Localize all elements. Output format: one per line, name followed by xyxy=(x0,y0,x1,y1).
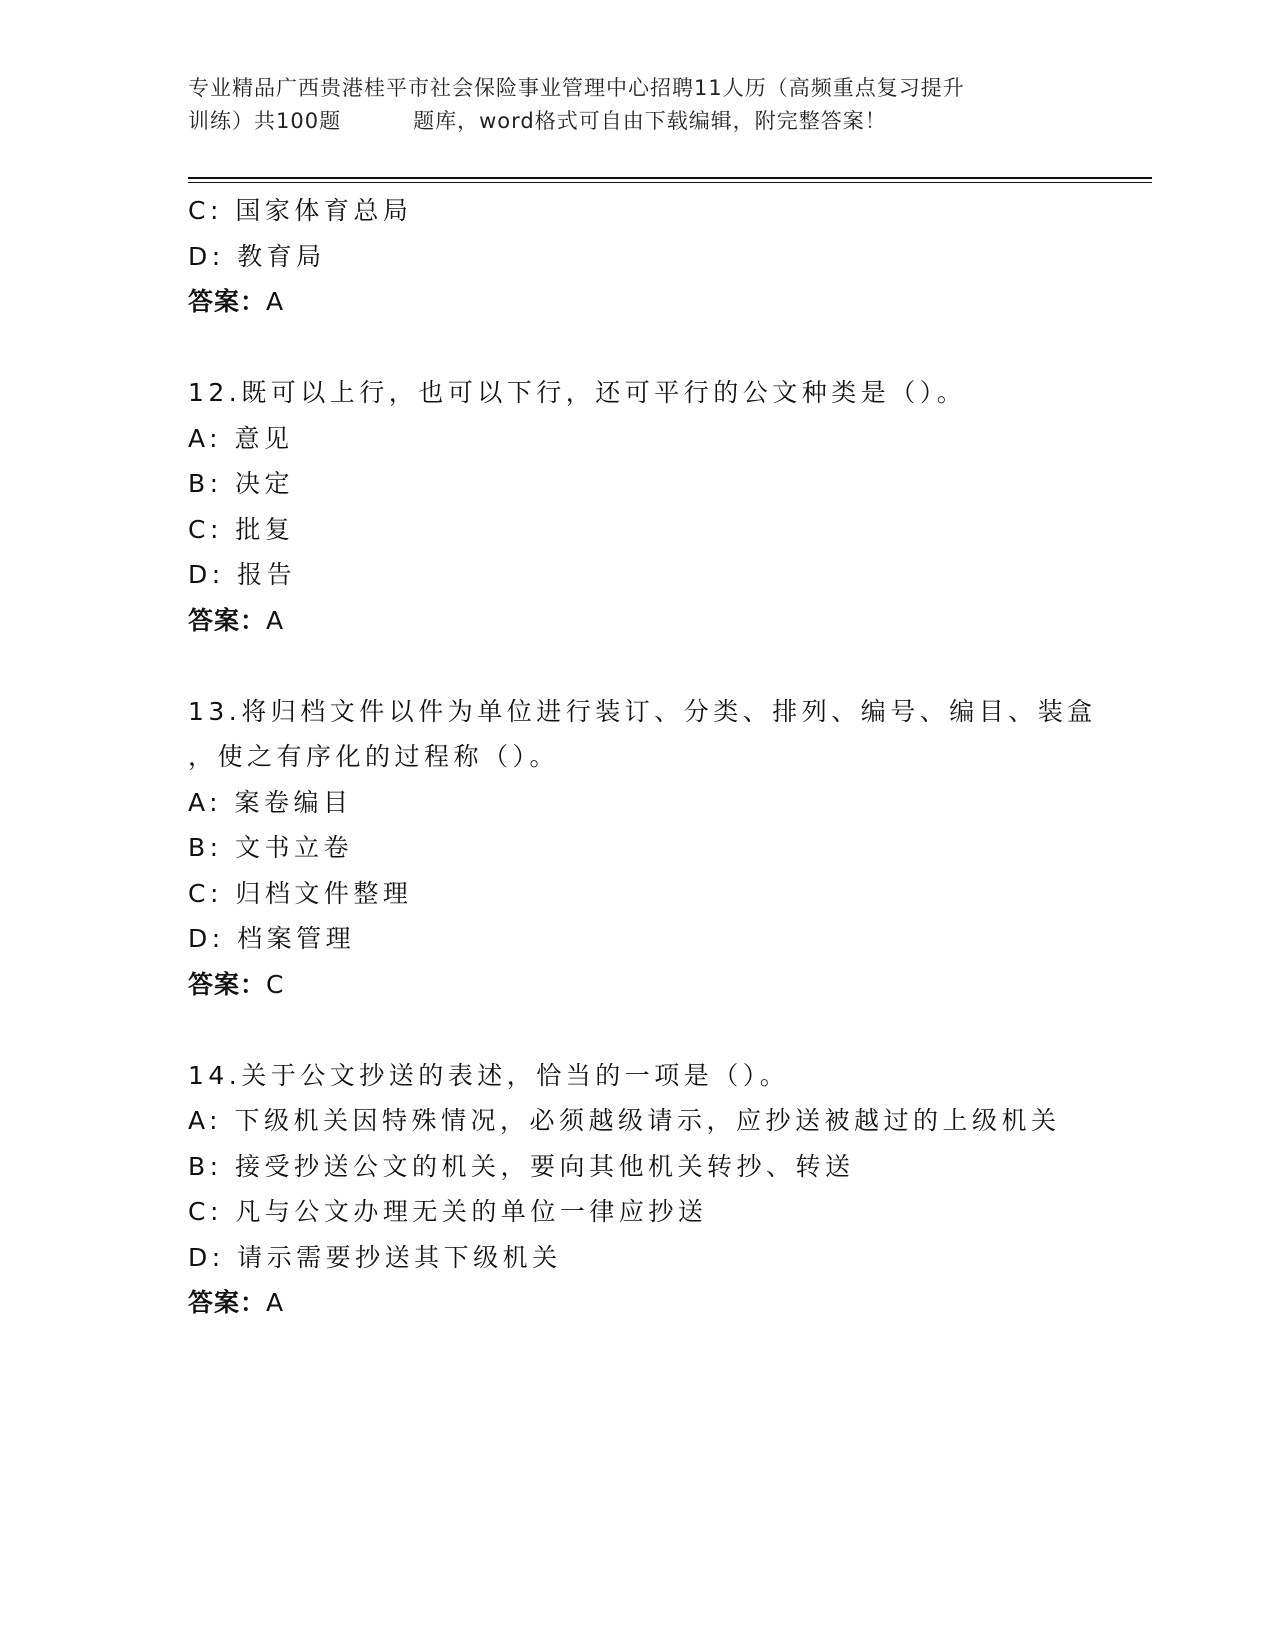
spacer xyxy=(188,325,1088,371)
question-14 xyxy=(188,1053,1088,1326)
option-c: C: 凡与公文办理无关的单位一律应抄送 xyxy=(188,1197,708,1226)
question-stem: 12.既可以上行，也可以下行，还可平行的公文种类是（）。 xyxy=(188,378,967,407)
question-stem: 14.关于公文抄送的表述，恰当的一项是（）。 xyxy=(188,1060,790,1090)
option-c: C: 国家体育总局 xyxy=(188,196,413,225)
header-line-2-a: 训练）共100题 xyxy=(188,109,342,133)
option-a: A: 下级机关因特殊情况，必须越级请示，应抄送被越过的上级机关 xyxy=(188,1106,1061,1135)
question-stem-continued: ，使之有序化的过程称（）。 xyxy=(188,742,560,771)
option-b: B: 决定 xyxy=(188,469,295,498)
answer-line: 答案：A xyxy=(188,605,285,635)
page-header xyxy=(188,72,1078,138)
header-rule-thin xyxy=(188,182,1152,183)
option-c: C: 批复 xyxy=(188,514,295,544)
option-d: D: 教育局 xyxy=(188,241,326,271)
option-a: A: 案卷编目 xyxy=(188,787,353,817)
spacer xyxy=(188,1007,1088,1053)
header-line-1: 专业精品广西贵港桂平市社会保险事业管理中心招聘11人历（高频重点复习提升 xyxy=(188,76,965,100)
option-d: D: 报告 xyxy=(188,560,297,589)
option-b: B: 接受抄送公文的机关，要向其他机关转抄、转送 xyxy=(188,1151,855,1181)
question-list xyxy=(188,188,1097,1326)
answer-line: 答案：A xyxy=(188,1288,285,1317)
answer-line: 答案：C xyxy=(188,969,285,999)
option-d: D: 请示需要抄送其下级机关 xyxy=(188,1242,562,1272)
option-c: C: 归档文件整理 xyxy=(188,878,413,908)
option-b: B: 文书立卷 xyxy=(188,833,354,862)
question-13 xyxy=(188,689,1097,1008)
question-12 xyxy=(188,370,1088,643)
answer-line: 答案：A xyxy=(188,287,285,316)
question-11-tail xyxy=(188,188,1088,325)
spacer xyxy=(188,643,1088,689)
option-d: D: 档案管理 xyxy=(188,924,356,953)
header-line-2 xyxy=(188,105,1078,138)
question-stem: 13.将归档文件以件为单位进行装订、分类、排列、编号、编目、装盒 xyxy=(188,696,1097,726)
header-rule-thick xyxy=(188,177,1152,179)
option-a: A: 意见 xyxy=(188,423,294,453)
header-line-2-b: 题库，word格式可自由下载编辑，附完整答案！ xyxy=(413,109,887,133)
